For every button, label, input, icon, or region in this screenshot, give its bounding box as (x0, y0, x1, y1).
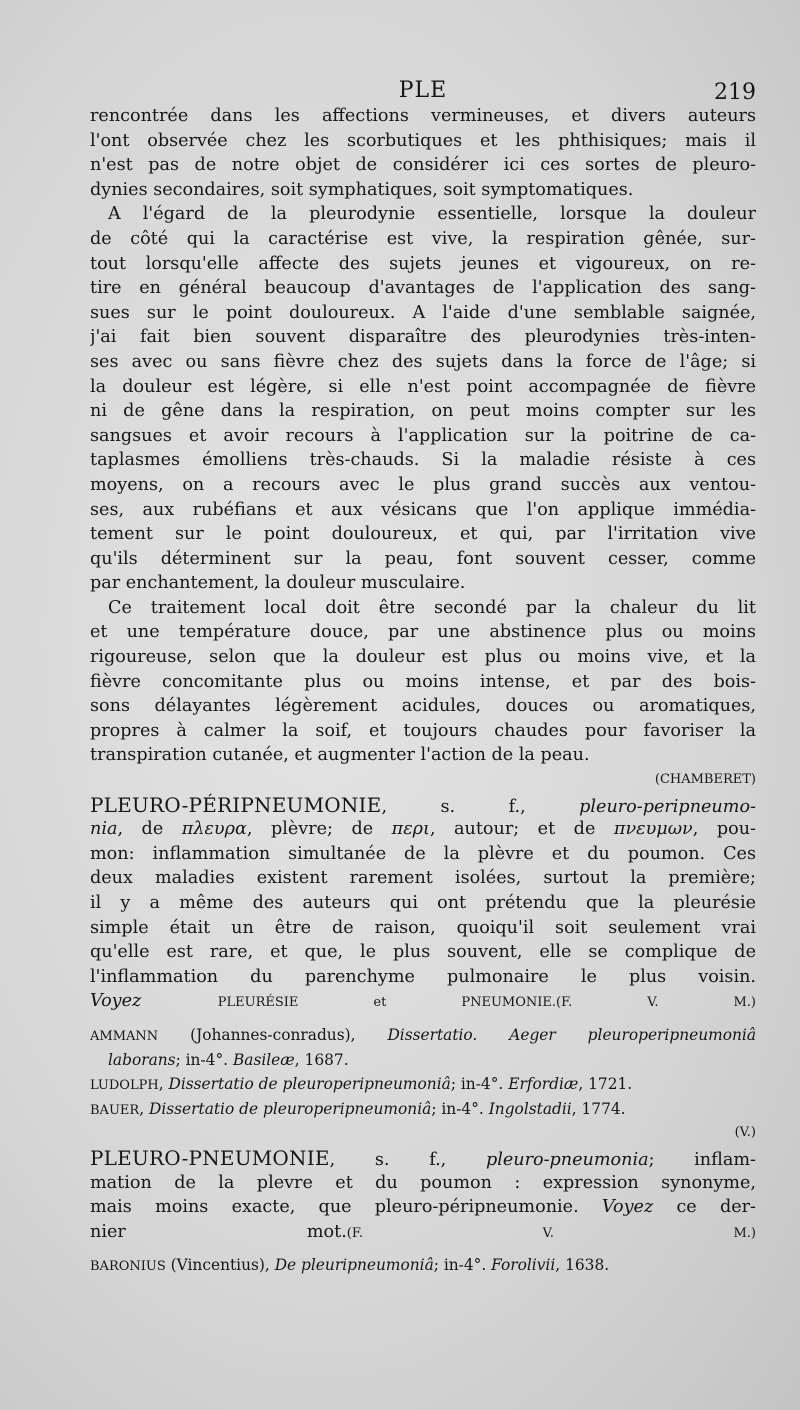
bib-place: Basileæ (232, 1050, 295, 1069)
text-line: nier mot.(F. V. M.) (90, 1221, 756, 1242)
text-line: Ce traitement local doit être secondé par la chaleur du lit (108, 597, 756, 618)
latin-term: pleuro-peripneumo- (579, 796, 756, 817)
text-line: propres à calmer la soif, et toujours chaudes pour favoriser la (90, 720, 756, 741)
text-line: transpiration cutanée, et augmenter l'action de la peau. (90, 745, 590, 766)
bib-author: BAUER (90, 1102, 140, 1118)
text-line: qu'ils déterminent sur la peau, font souvent cesser, comme (90, 548, 756, 569)
cross-reference: PLEURÉSIE et PNEUMONIE. (217, 995, 557, 1011)
text-line: taplasmes émolliens très-chauds. Si la maladie résiste à ces (90, 450, 756, 471)
text-line: mais moins exacte, que pleuro-péripneumonie. Voyez ce der- (90, 1197, 756, 1218)
author-signature: (F. V. M.) (556, 995, 756, 1011)
greek-word: περι (391, 819, 430, 840)
greek-word: πνευμων (613, 819, 693, 840)
greek-word: πλευρα (181, 819, 247, 840)
text-line: rigoureuse, selon que la douleur est plus ou moins vive, et la (90, 647, 756, 668)
text-line: sangsues et avoir recours à l'application sur la poitrine de ca- (90, 425, 756, 446)
text-line: de côté qui la caractérise est vive, la respiration gênée, sur- (90, 228, 756, 249)
latin-term: pleuro-pneumonia (485, 1149, 649, 1170)
text-line: ses, aux rubéfians et aux vésicans que l'on applique immédia- (90, 499, 756, 520)
entry-heading-line: PLEURO-PÉRIPNEUMONIE, s. f., pleuro-peripneumo- (90, 792, 756, 817)
bib-title: Dissertatio. Aeger pleuroperipneumoniâ (387, 1025, 756, 1044)
text-line: tout lorsqu'elle affecte des sujets jeunes et vigoureux, on re- (90, 253, 756, 274)
author-signature: (V.) (734, 1125, 756, 1141)
text-line: moyens, on a recours avec le plus grand succès aux ventou- (90, 474, 756, 495)
page-text (90, 104, 756, 1278)
cross-reference-line: Voyez PLEURÉSIE et PNEUMONIE.(F. V. M.) (90, 991, 756, 1012)
page-number: 219 (714, 80, 756, 105)
author-signature: (CHAMBERET) (654, 772, 756, 788)
page-header (90, 70, 756, 104)
text-line: la douleur est légère, si elle n'est point accompagnée de fièvre (90, 376, 756, 397)
author-signature: (F. V. M.) (346, 1225, 756, 1241)
text-line: tement sur le point douloureux, et qui, par l'irritation vive (90, 524, 756, 545)
text-line: simple était un être de raison, quoiqu'il soit seulement vrai (90, 917, 756, 938)
bib-title: Dissertatio de pleuroperipneumoniâ (168, 1075, 451, 1094)
bibliography-entry: LUDOLPH, Dissertatio de pleuroperipneumoniâ; in-4°. Erfordiæ, 1721. (90, 1075, 633, 1094)
running-head: PLE (398, 78, 448, 103)
bib-author: BARONIUS (90, 1259, 166, 1275)
bib-place: Forolivii (491, 1256, 556, 1275)
text-line: mon: inflammation simultanée de la plèvre et du poumon. Ces (90, 843, 756, 864)
text-line: l'ont observée chez les scorbutiques et les phthisiques; mais il (90, 130, 756, 151)
bibliography-entry: AMMANN (Johannes-conradus), Dissertatio. Aeger pleuroperipneumoniâ (90, 1025, 756, 1044)
bibliography-entry: BARONIUS (Vincentius), De pleuripneumoniâ; in-4°. Forolivii, 1638. (90, 1256, 610, 1275)
bib-title: Dissertatio de pleuroperipneumoniâ (148, 1099, 432, 1118)
bib-place: Erfordiæ (508, 1075, 579, 1094)
bib-author: AMMANN (90, 1028, 159, 1044)
text-line: A l'égard de la pleurodynie essentielle, lorsque la douleur (108, 204, 756, 225)
text-line: fièvre concomitante plus ou moins intense, et par des bois- (90, 671, 756, 692)
bibliography-entry: BAUER, Dissertatio de pleuroperipneumoniâ; in-4°. Ingolstadii, 1774. (90, 1099, 626, 1118)
text-line: qu'elle est rare, et que, le plus souvent, elle se complique de (90, 942, 756, 963)
text-line: deux maladies existent rarement isolées, surtout la première; (90, 868, 756, 889)
entry-heading-line: PLEURO-PNEUMONIE, s. f., pleuro-pneumonia; inflam- (90, 1145, 756, 1170)
bib-title: De pleuripneumoniâ (274, 1256, 434, 1275)
text-line: sues sur le point douloureux. A l'aide d'une semblable saignée, (90, 302, 756, 323)
entry-headword: PLEURO-PÉRIPNEUMONIE (90, 792, 382, 817)
text-line: sons délayantes légèrement acidules, douces ou aromatiques, (90, 696, 756, 717)
text-line: rencontrée dans les affections vermineuses, et divers auteurs (90, 106, 756, 126)
text-line: ses avec ou sans fièvre chez des sujets dans la force de l'âge; si (90, 351, 756, 372)
text-line: l'inflammation du parenchyme pulmonaire le plus voisin. (90, 966, 756, 987)
entry-headword: PLEURO-PNEUMONIE (90, 1145, 330, 1170)
text-line: n'est pas de notre objet de considérer ici ces sortes de pleuro- (90, 155, 756, 176)
text-line: il y a même des auteurs qui ont prétendu que la pleurésie (90, 893, 756, 913)
bib-place: Ingolstadii (488, 1099, 572, 1118)
bib-author: LUDOLPH (90, 1078, 159, 1094)
text-line: mation de la plevre et du poumon : expression synonyme, (90, 1172, 756, 1193)
text-line: et une température douce, par une abstinence plus ou moins (90, 622, 756, 643)
text-line: nia, de πλευρα, plèvre; de περι, autour; et de πνευμων, pou- (90, 819, 756, 840)
text-line: tire en général beaucoup d'avantages de l'application des sang- (90, 278, 756, 299)
text-line: par enchantement, la douleur musculaire. (90, 573, 466, 594)
text-line: dynies secondaires, soit symphatiques, soit symptomatiques. (90, 179, 634, 200)
text-line: ni de gêne dans la respiration, on peut moins compter sur les (90, 401, 756, 422)
bibliography-entry: laborans; in-4°. Basileæ, 1687. (108, 1050, 349, 1069)
text-line: j'ai fait bien souvent disparaître des pleurodynies très-inten- (90, 327, 756, 348)
